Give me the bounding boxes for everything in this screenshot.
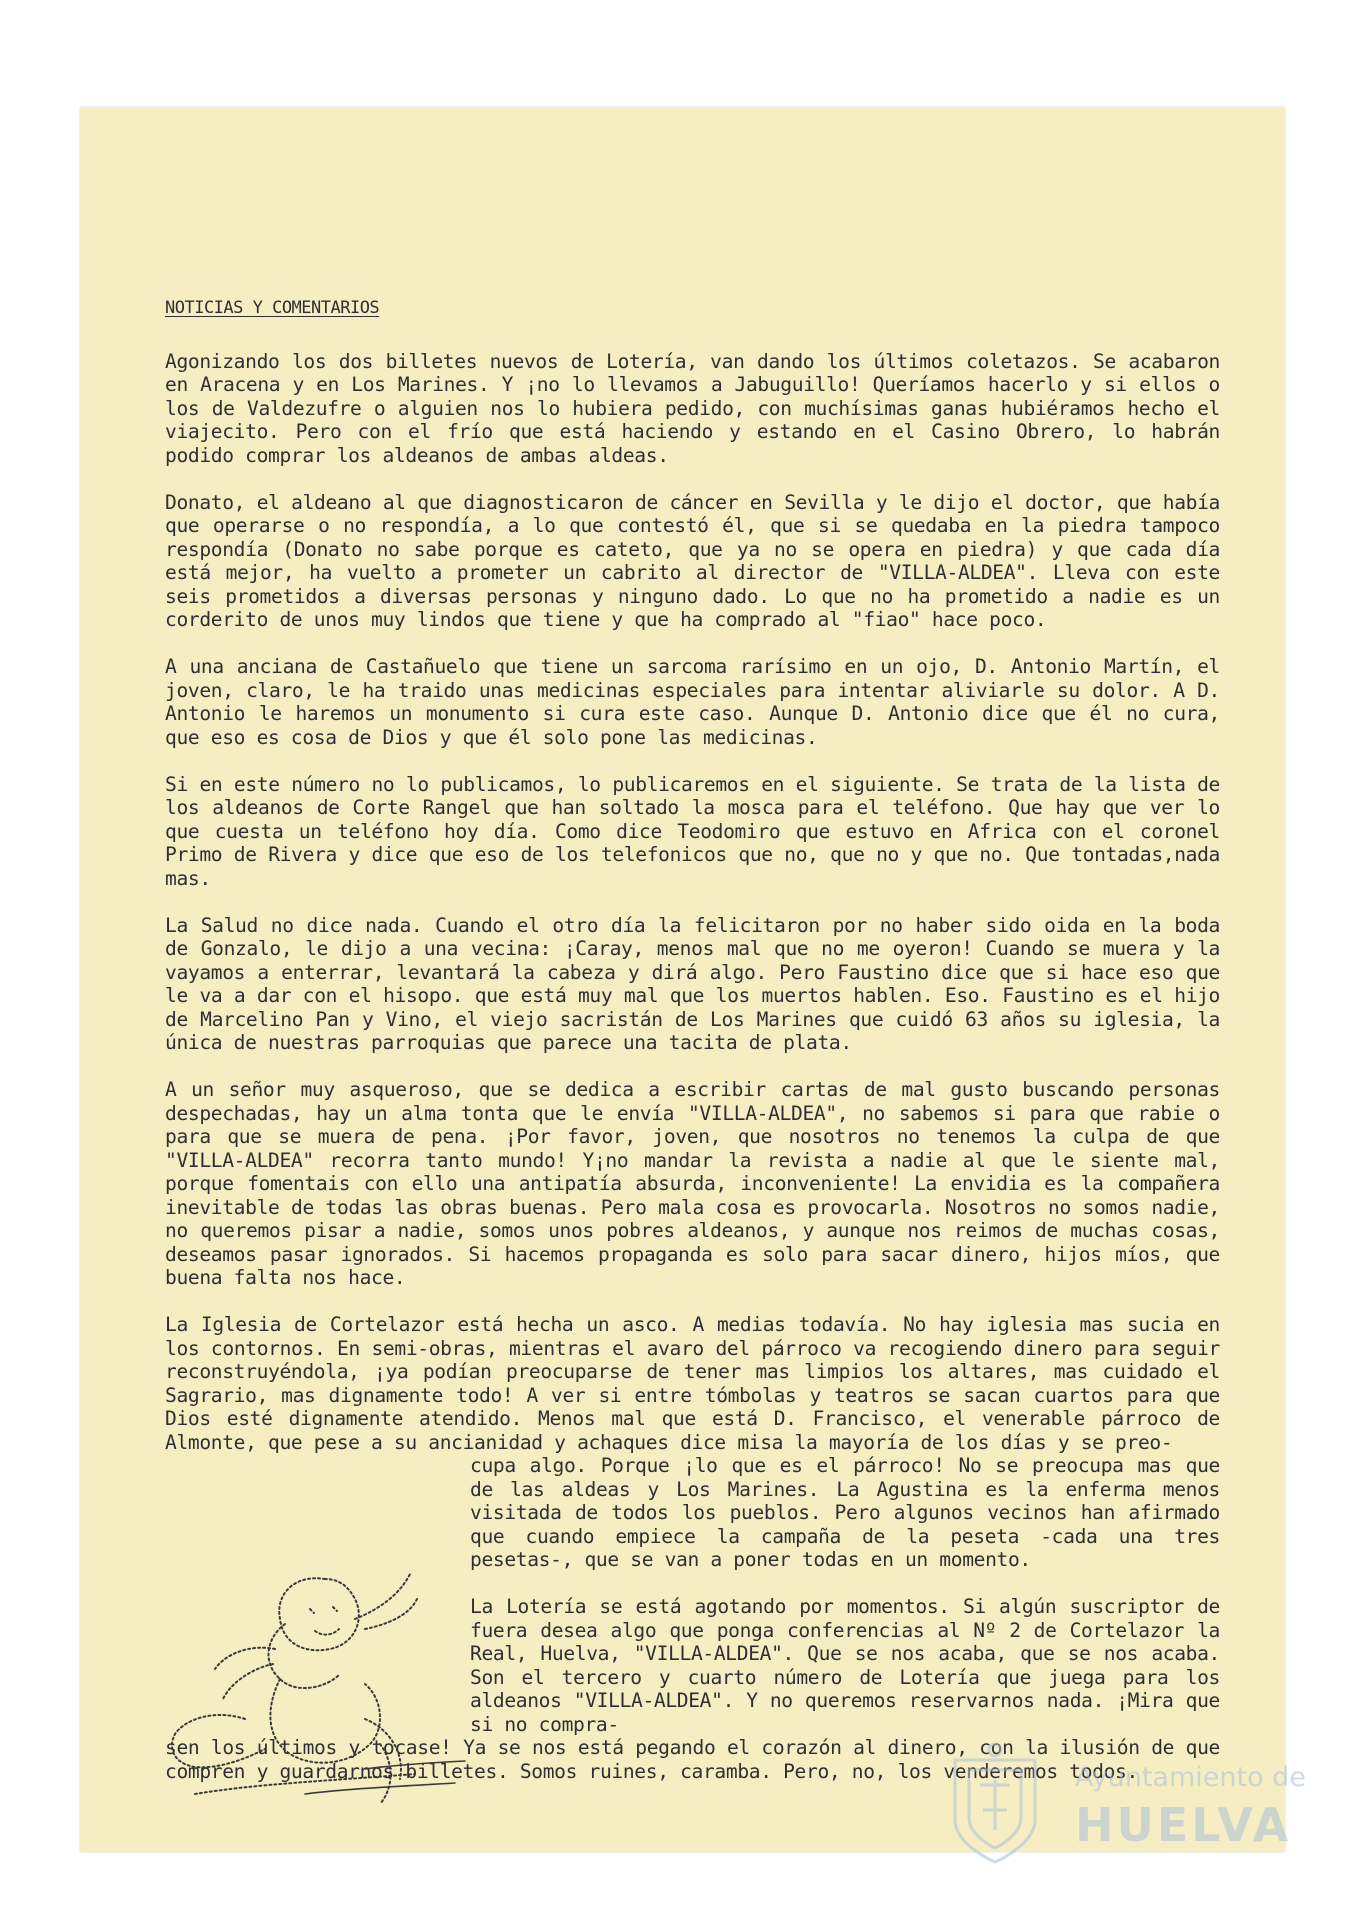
paragraph-7: La Iglesia de Cortelazor está hecha un asco. A medias todavía. No hay iglesia mas sucia en los contornos. En semi-obras, mientras el avaro del párroco va recogiendo dinero para seguir reconstruyéndola, ¡ya podían preocuparse de tener mas limpios los altares, mas cuidado el Sagrario, mas dignamente todo! A ver si entre tómbolas y teatros se sacan cuartos para que Dios esté dignamente atendido. Menos mal que está D. Francisco, el venerable párroco de Almonte, que pese a su ancianidad y achaques dice misa la mayoría de los días y se preo- bbox=[165, 1313, 1220, 1454]
watermark-line-2: HUELVA bbox=[1075, 1798, 1292, 1852]
illustrated-section bbox=[165, 1454, 1220, 1736]
watermark-line-1: Ayuntamiento de bbox=[1075, 1762, 1306, 1793]
paragraph-7-continued: cupa algo. Porque ¡lo que es el párroco! No se preocupa mas que de las aldeas y Los Marines. La Agustina es la enferma menos visitada de todos los pueblos. Pero algunos vecinos han afirmado que cuando empiece la campaña de la peseta -cada una tres pesetas-, que se van a poner todas en un momento. bbox=[470, 1454, 1220, 1571]
paragraph-1: Agonizando los dos billetes nuevos de Lotería, van dando los últimos coletazos. Se acabaron en Aracena y en Los Marines. Y ¡no lo llevamos a Jabuguillo! Queríamos hacerlo y si ellos o los de Valdezufre o alguien nos lo hubiera pedido, con muchísimas ganas hubiéramos hecho el viajecito. Pero con el frío que está haciendo y estando en el Casino Obrero, lo habrán podido comprar los aldeanos de ambas aldeas. bbox=[165, 349, 1220, 467]
paragraph-6: A un señor muy asqueroso, que se dedica a escribir cartas de mal gusto buscando personas despechadas, hay un alma tonta que le envía "VILLA-ALDEA", no sabemos si para que rabie o para que se muera de pena. ¡Por favor, joven, que nosotros no tenemos la culpa de que "VILLA-ALDEA" recorra tanto mundo! Y¡no mandar la revista a nadie al que le siente mal, porque fomentais con ello una antipatía absurda, inconveniente! La envidia es la compañera inevitable de todas las obras buenas. Pero mala cosa es provocarla. Nosotros no somos nadie, no queremos pisar a nadie, somos unos pobres aldeanos, y aunque nos reimos de muchas cosas, deseamos pasar ignorados. Si hacemos propaganda es solo para sacar dinero, hijos míos, que buena falta nos hace. bbox=[165, 1078, 1220, 1289]
page-title: NOTICIAS Y COMENTARIOS bbox=[165, 298, 380, 318]
paragraph-8: La Lotería se está agotando por momentos. Si algún suscriptor de fuera desea algo que ponga conferencias al Nº 2 de Cortelazor la Real, Huelva, "VILLA-ALDEA". Que se nos acaba, que se nos acaba. Son el tercero y cuarto número de Lotería que juega para los aldeanos "VILLA-ALDEA". Y no queremos reservarnos nada. ¡Mira que si no compra- bbox=[470, 1595, 1220, 1736]
paragraph-3: A una anciana de Castañuelo que tiene un sarcoma rarísimo en un ojo, D. Antonio Martín, el joven, claro, le ha traido unas medicinas especiales para intentar aliviarle su dolor. A D. Antonio le haremos un monumento si cura este caso. Aunque D. Antonio dice que él no cura, que eso es cosa de Dios y que él solo pone las medicinas. bbox=[165, 655, 1220, 749]
huelva-coat-of-arms-icon bbox=[935, 1740, 1055, 1870]
typed-article bbox=[165, 297, 1220, 1783]
paragraph-4: Si en este número no lo publicamos, lo publicaremos en el siguiente. Se trata de la lista de los aldeanos de Corte Rangel que han soltado la mosca para el teléfono. Que hay que ver lo que cuesta un teléfono hoy día. Como dice Teodomiro que estuvo en Africa con el coronel Primo de Rivera y dice que eso de los telefonicos que no, que no y que no. Que tontadas,nada mas. bbox=[165, 772, 1220, 890]
paragraph-8-continued: sen los últimos y tocase! Ya se nos está pegando el corazón al dinero, con la ilusión de que compren y guardarnos billetes. Somos ruines, caramba. Pero, no, los venderemos todos. bbox=[165, 1736, 1220, 1783]
paragraph-5: La Salud no dice nada. Cuando el otro día la felicitaron por no haber sido oida en la boda de Gonzalo, le dijo a una vecina: ¡Caray, menos mal que no me oyeron! Cuando se muera y la vayamos a enterrar, levantará la cabeza y dirá algo. Pero Faustino dice que si hace eso que le va a dar con el hisopo. que está muy mal que los muertos hablen. Eso. Faustino es el hijo de Marcelino Pan y Vino, el viejo sacristán de Los Marines que cuidó 63 años su iglesia, la única de nuestras parroquias que parece una tacita de plata. bbox=[165, 913, 1220, 1054]
paragraph-2: Donato, el aldeano al que diagnosticaron de cáncer en Sevilla y le dijo el doctor, que había que operarse o no respondía, a lo que contestó él, que si se quedaba en la piedra tampoco respondía (Donato no sabe porque es cateto, que ya no se opera en piedra) y que cada día está mejor, ha vuelto a prometer un cabrito al director de "VILLA-ALDEA". Lleva con este seis prometidos a diversas personas y ninguno dado. Lo que no ha prometido a nadie es un corderito de unos muy lindos que tiene y que ha comprado al "fiao" hace poco. bbox=[165, 490, 1220, 631]
cherub-sketch-icon bbox=[155, 1569, 475, 1809]
watermark bbox=[935, 1740, 1306, 1870]
